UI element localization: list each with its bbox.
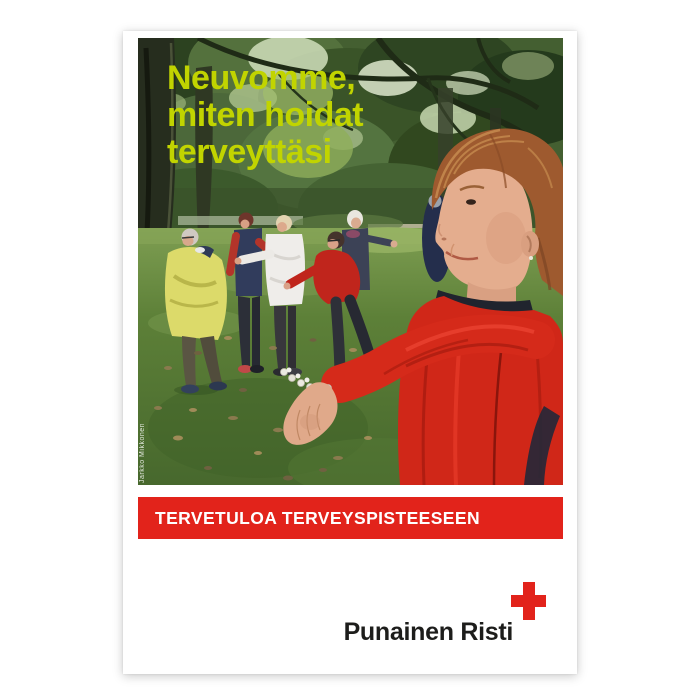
banner-text: TERVETULOA TERVEYSPISTEESEEN (155, 507, 480, 528)
headline-line-1: Neuvomme, (167, 59, 356, 97)
poster-headline (167, 60, 363, 171)
headline-line-2: miten hoidat (167, 96, 364, 134)
photo-credit: Jarkko Mikkonen (139, 422, 146, 483)
poster (123, 31, 577, 674)
red-cross-icon (511, 582, 546, 620)
welcome-banner (138, 497, 563, 539)
logo-wordmark: Punainen Risti (343, 618, 513, 646)
park-exercise-photo (138, 38, 563, 485)
headline-line-3: terveyttäsi (167, 133, 332, 171)
